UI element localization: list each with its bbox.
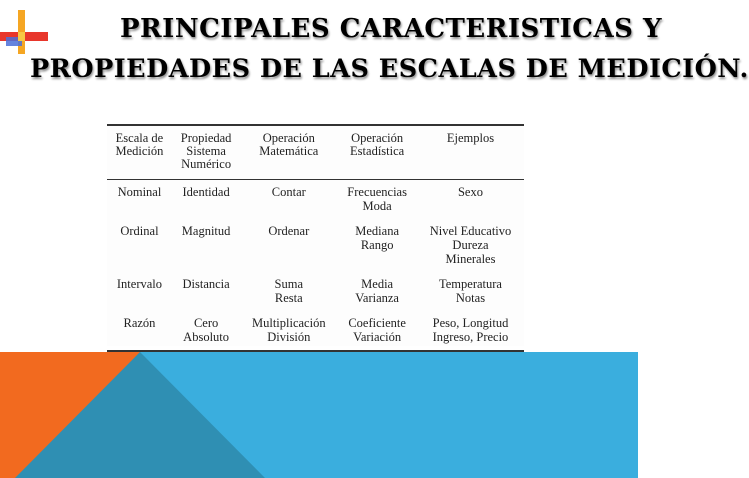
cell-text-line: Estadística: [350, 144, 405, 158]
cell-text-line: Absoluto: [183, 330, 230, 344]
scales-table: [107, 124, 524, 352]
cell-text-line: Nivel Educativo: [429, 224, 512, 238]
cell-text-line: Mediana: [355, 224, 399, 238]
title-line-2: PROPIEDADES DE LAS ESCALAS DE MEDICIÓN.: [30, 54, 749, 84]
cell-text-line: Moda: [362, 199, 392, 213]
table-cell: [417, 219, 524, 272]
table-cell: [337, 180, 417, 220]
table-row: [107, 311, 524, 351]
table-cell: [417, 272, 524, 311]
table-cell: [240, 219, 337, 272]
scales-table-image: [107, 124, 524, 346]
cell-text-line: Coeficiente: [348, 316, 406, 330]
table-cell: [107, 272, 172, 311]
cell-text-line: Minerales: [445, 252, 496, 266]
cell-text-line: División: [267, 330, 311, 344]
cell-text-line: Ejemplos: [446, 131, 495, 145]
cell-text-line: Numérico: [181, 157, 232, 171]
cell-text-line: Variación: [353, 330, 402, 344]
table-row: [107, 219, 524, 272]
cell-text-line: Notas: [455, 291, 486, 305]
cell-text-line: Sistema: [186, 144, 226, 158]
cell-text-line: Nominal: [117, 185, 162, 199]
cell-text-line: Escala de: [115, 131, 164, 145]
table-cell: [172, 272, 240, 311]
table-cell: [417, 180, 524, 220]
table-cell: [172, 311, 240, 351]
table-cell: [172, 180, 240, 220]
cell-text-line: Ingreso, Precio: [432, 330, 509, 344]
table-cell: [337, 311, 417, 351]
table-body: [107, 180, 524, 352]
cell-text-line: Varianza: [355, 291, 399, 305]
cell-text-line: Suma: [274, 277, 304, 291]
cell-text-line: Resta: [274, 291, 303, 305]
cell-text-line: Contar: [271, 185, 306, 199]
cell-text-line: Cero: [193, 316, 219, 330]
bottom-decoration: [0, 352, 638, 478]
table-cell: [240, 311, 337, 351]
cell-text-line: Temperatura: [438, 277, 502, 291]
table-cell: [240, 180, 337, 220]
table-cell: [107, 311, 172, 351]
cross-logo-icon: [0, 10, 48, 54]
column-header: [240, 125, 337, 180]
table-cell: [107, 180, 172, 220]
cell-text-line: Peso, Longitud: [432, 316, 509, 330]
table-row: [107, 180, 524, 220]
cell-text-line: Magnitud: [181, 224, 231, 238]
cell-text-line: Distancia: [182, 277, 230, 291]
cell-text-line: Propiedad: [180, 131, 232, 145]
table-cell: [337, 219, 417, 272]
cell-text-line: Rango: [360, 238, 394, 252]
cell-text-line: Ordinal: [120, 224, 159, 238]
column-header: [417, 125, 524, 180]
table-cell: [172, 219, 240, 272]
cell-text-line: Identidad: [182, 185, 230, 199]
table-cell: [240, 272, 337, 311]
cell-text-line: Ordenar: [268, 224, 310, 238]
column-header: [172, 125, 240, 180]
cell-text-line: Intervalo: [116, 277, 163, 291]
cell-text-line: Matemática: [259, 144, 319, 158]
cell-text-line: Operación: [351, 131, 404, 145]
cell-text-line: Dureza: [452, 238, 489, 252]
table-row: [107, 272, 524, 311]
cell-text-line: Razón: [123, 316, 156, 330]
table-cell: [107, 219, 172, 272]
table-cell: [417, 311, 524, 351]
cell-text-line: Frecuencias: [347, 185, 407, 199]
column-header: [107, 125, 172, 180]
cell-text-line: Medición: [115, 144, 164, 158]
title-line-1: PRINCIPALES CARACTERISTICAS Y: [120, 14, 663, 44]
cell-text-line: Sexo: [457, 185, 483, 199]
cell-text-line: Operación: [262, 131, 315, 145]
cell-text-line: Media: [361, 277, 394, 291]
column-header: [337, 125, 417, 180]
table-cell: [337, 272, 417, 311]
table-header-row: [107, 125, 524, 180]
cell-text-line: Multiplicación: [251, 316, 326, 330]
